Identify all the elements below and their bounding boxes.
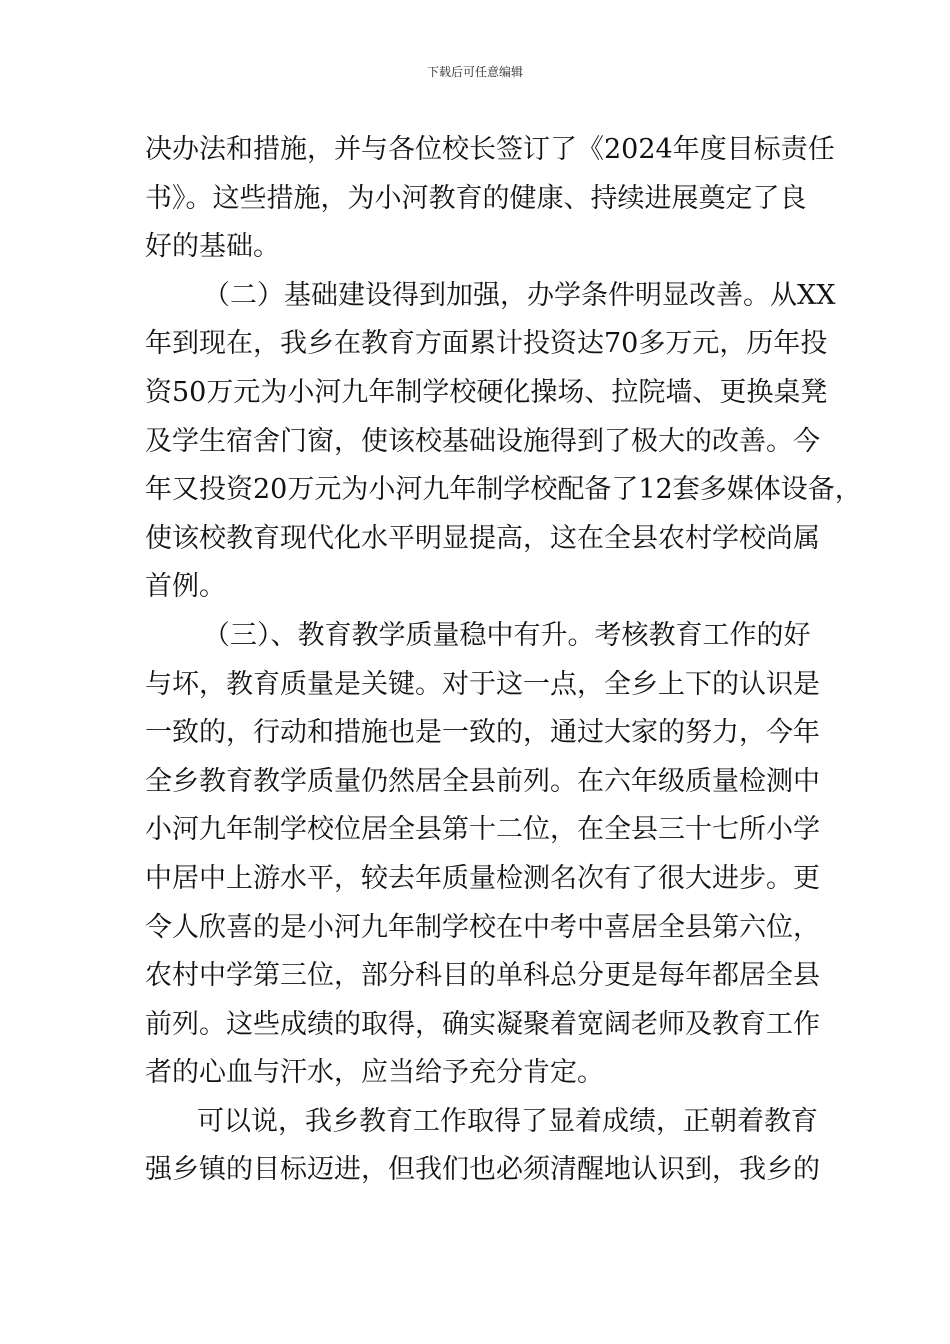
text-line: 书》。这些措施，为小河教育的健康、持续进展奠定了良 xyxy=(145,182,807,214)
paragraph-4 xyxy=(145,1098,820,1195)
page-header: 下载后可任意编辑 xyxy=(426,65,523,79)
text-line: 年又投资20万元为小河九年制学校配备了12套多媒体设备， xyxy=(145,474,862,506)
text-line: 使该校教育现代化水平明显提高，这在全县农村学校尚属 xyxy=(145,522,820,554)
text-line: 强乡镇的目标迈进，但我们也必须清醒地认识到，我乡的 xyxy=(145,1154,820,1186)
text-line: 者的心血与汗水，应当给予充分肯定。 xyxy=(145,1057,604,1089)
paragraph-1 xyxy=(145,126,835,272)
text-line: 好的基础。 xyxy=(145,231,280,263)
paragraph-3 xyxy=(145,612,820,1098)
text-line: （三）、教育教学质量稳中有升。考核教育工作的好 xyxy=(203,619,811,651)
document-body xyxy=(145,126,862,1195)
text-line: 前列。这些成绩的取得，确实凝聚着宽阔老师及教育工作 xyxy=(145,1008,820,1040)
text-line: 资50万元为小河九年制学校硬化操场、拉院墙、更换桌凳 xyxy=(145,376,828,408)
text-line: 首例。 xyxy=(145,571,226,603)
text-line: 及学生宿舍门窗，使该校基础设施得到了极大的改善。今 xyxy=(145,425,820,457)
text-line: 可以说，我乡教育工作取得了显着成绩，正朝着教育 xyxy=(197,1105,818,1137)
text-line: 令人欣喜的是小河九年制学校在中考中喜居全县第六位， xyxy=(145,911,820,943)
text-line: 与坏，教育质量是关键。对于这一点，全乡上下的认识是 xyxy=(145,668,820,700)
text-line: 年到现在，我乡在教育方面累计投资达70多万元，历年投 xyxy=(145,328,828,360)
text-line: 农村中学第三位，部分科目的单科总分更是每年都居全县 xyxy=(145,960,820,992)
paragraph-2 xyxy=(145,272,862,612)
text-line: （二）基础建设得到加强，办学条件明显改善。从XX xyxy=(203,279,836,311)
text-line: 全乡教育教学质量仍然居全县前列。在六年级质量检测中 xyxy=(145,765,820,797)
text-line: 决办法和措施，并与各位校长签订了《2024年度目标责任 xyxy=(145,134,835,165)
text-line: 一致的，行动和措施也是一致的，通过大家的努力，今年 xyxy=(145,717,820,749)
text-line: 中居中上游水平，较去年质量检测名次有了很大进步。更 xyxy=(145,862,820,894)
text-line: 小河九年制学校位居全县第十二位，在全县三十七所小学 xyxy=(145,814,820,846)
